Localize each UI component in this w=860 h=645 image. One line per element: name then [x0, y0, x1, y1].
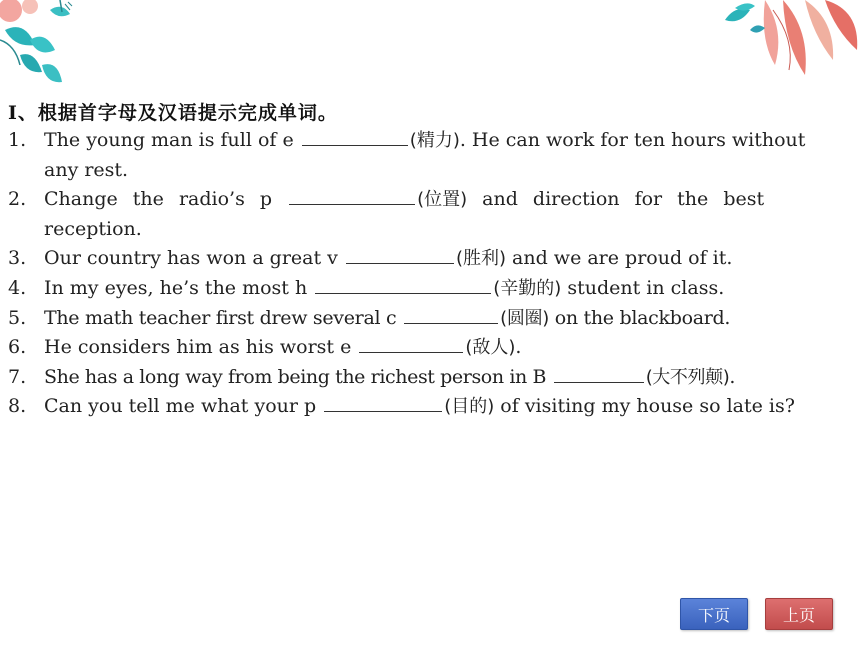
question-before: She has a long way from being the richest person in B: [44, 365, 547, 388]
question-list: [8, 126, 823, 422]
question-after: of visiting my house so late is?: [494, 395, 795, 418]
answer-blank[interactable]: [302, 127, 408, 146]
question-before: In my eyes, he’s the most h: [44, 276, 308, 299]
question-after: . He can work for ten hours without any rest.: [44, 129, 806, 181]
question-before: The young man is full of e: [44, 129, 294, 151]
question-text: [44, 244, 823, 274]
answer-blank[interactable]: [404, 305, 498, 324]
answer-blank[interactable]: [289, 186, 415, 205]
question-before: Can you tell me what your p: [44, 395, 317, 418]
question-number: 2.: [8, 188, 27, 211]
question-number: 7.: [8, 365, 27, 388]
question-hint: (精力): [409, 130, 460, 151]
question-number: 3.: [8, 247, 27, 270]
question-item: [8, 363, 823, 393]
question-number: 6.: [8, 336, 27, 359]
floral-decoration-right: [725, 0, 860, 80]
roman-numeral: Ⅰ: [8, 102, 18, 124]
question-hint: (目的): [444, 396, 495, 418]
previous-page-button[interactable]: 上页: [765, 598, 833, 630]
question-text: [44, 126, 823, 185]
question-hint: (大不列颠): [645, 366, 730, 388]
question-text: [44, 333, 823, 363]
question-hint: (胜利): [455, 248, 506, 270]
answer-blank[interactable]: [315, 275, 491, 294]
question-after: on the blackboard.: [548, 306, 731, 329]
answer-blank[interactable]: [324, 393, 442, 412]
question-number: 5.: [8, 306, 27, 329]
question-item: [8, 304, 823, 334]
question-item: [8, 185, 823, 244]
question-after: student in class.: [561, 276, 725, 299]
question-number: 8.: [8, 395, 27, 418]
question-before: He considers him as his worst e: [44, 336, 352, 359]
floral-decoration-left: [0, 0, 110, 100]
question-text: [44, 363, 823, 393]
question-text: [44, 185, 823, 244]
question-before: Change the radio’s p: [44, 188, 273, 211]
question-hint: (辛勤的): [493, 277, 562, 299]
question-item: [8, 274, 823, 304]
answer-blank[interactable]: [346, 245, 454, 264]
question-item: [8, 126, 823, 185]
question-text: [44, 392, 823, 422]
question-item: [8, 244, 823, 274]
answer-blank[interactable]: [359, 334, 463, 353]
answer-blank[interactable]: [554, 364, 644, 383]
question-after: and we are proud of it.: [506, 247, 733, 270]
question-hint: (圆圈): [500, 307, 549, 329]
question-number: 1.: [8, 129, 27, 151]
question-text: [44, 304, 823, 334]
question-item: [8, 333, 823, 363]
question-item: [8, 392, 823, 422]
section-title-text: 、根据首字母及汉语提示完成单词。: [17, 102, 338, 124]
question-after: and direction for the best reception.: [44, 188, 765, 240]
question-after: .: [729, 365, 735, 388]
question-text: [44, 274, 823, 304]
question-hint: (敌人): [465, 337, 516, 359]
question-hint: (位置): [417, 189, 468, 211]
next-page-button[interactable]: 下页: [680, 598, 748, 630]
question-before: The math teacher first drew several c: [44, 306, 397, 329]
question-after: .: [515, 336, 522, 359]
question-number: 4.: [8, 276, 27, 299]
section-title: [8, 98, 338, 125]
question-before: Our country has won a great v: [44, 247, 338, 270]
